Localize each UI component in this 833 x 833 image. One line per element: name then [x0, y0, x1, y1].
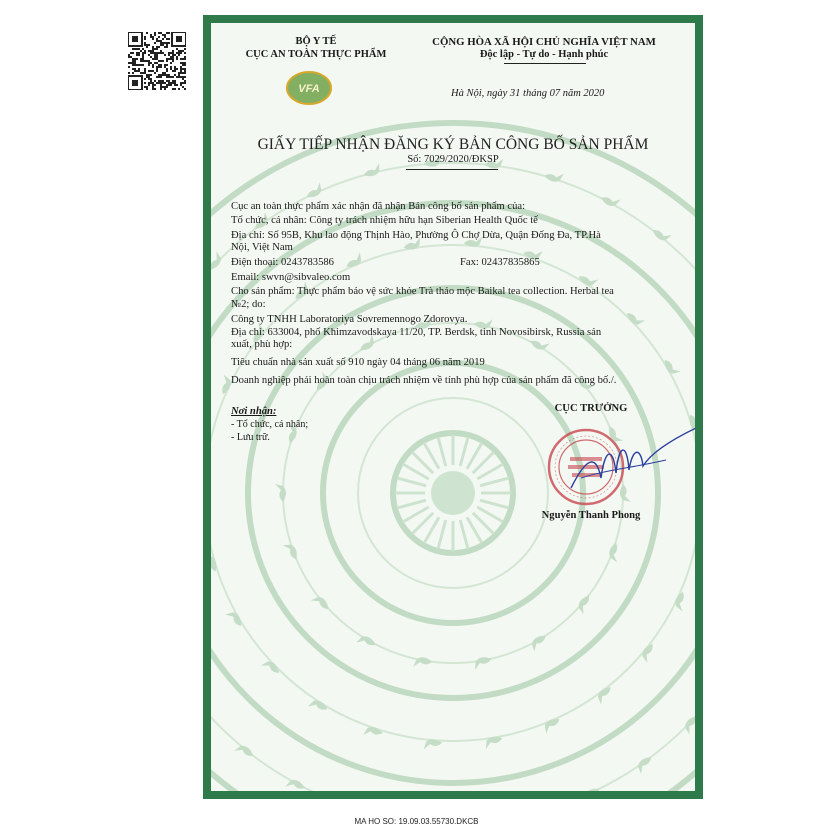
- qr-code: [128, 32, 186, 90]
- body-line-fax: Fax: 02437835865: [460, 257, 540, 268]
- national-motto: Độc lập - Tự do - Hạnh phúc: [479, 49, 609, 60]
- recipient-item-2: - Lưu trữ.: [231, 432, 270, 443]
- body-line-manufacturer-address: Địa chỉ: 633004, phố Khimzavodskaya 11/20, TP. Berdsk, tỉnh Novosibirsk, Russia sản: [231, 327, 602, 338]
- recipient-item-1: - Tổ chức, cá nhân;: [231, 419, 309, 430]
- body-line-responsibility: Doanh nghiệp phải hoàn toàn chịu trách nhiệm về tính phù hợp của sản phẩm đã công bố./.: [231, 375, 617, 386]
- motto-underline: [504, 63, 586, 64]
- recipients-heading: Nơi nhận:: [231, 406, 277, 417]
- department-name: CỤC AN TOÀN THỰC PHẨM: [245, 49, 387, 60]
- handwritten-signature: [561, 418, 695, 508]
- signer-title: CỤC TRƯỞNG: [554, 403, 628, 414]
- title-underline: [406, 169, 498, 170]
- vfa-logo-text: VFA: [298, 83, 320, 95]
- signer-name: Nguyễn Thanh Phong: [541, 510, 641, 521]
- body-line-intro: Cục an toàn thực phẩm xác nhận đã nhận Bản công bố sản phẩm của:: [231, 201, 526, 212]
- body-line-manufacturer: Công ty TNHH Laboratoriya Sovremennogo Zdorovya.: [231, 314, 468, 325]
- body-line-standard: Tiêu chuẩn nhà sản xuất số 910 ngày 04 tháng 06 năm 2019: [231, 357, 485, 368]
- document-title: GIẤY TIẾP NHẬN ĐĂNG KÝ BẢN CÔNG BỐ SẢN PHẨM: [257, 136, 649, 153]
- body-line-manufacturer-address-cont: xuất, phù hợp:: [231, 339, 293, 350]
- body-line-address-cont: Nội, Việt Nam: [231, 242, 293, 253]
- vfa-logo: [279, 70, 339, 106]
- ministry-name: BỘ Y TẾ: [295, 36, 337, 47]
- certificate-paper: [211, 23, 695, 791]
- certificate-frame: [203, 15, 703, 799]
- body-line-product: Cho sản phẩm: Thực phẩm bảo vệ sức khỏe Trà thảo mộc Baikal tea collection. Herbal tea: [231, 286, 614, 297]
- dossier-code: MA HO SO: 19.09.03.55730.DKCB: [354, 817, 479, 826]
- republic-name: CỘNG HÒA XÃ HỘI CHỦ NGHĨA VIỆT NAM: [432, 36, 656, 48]
- body-line-address: Địa chỉ: Số 95B, Khu lao động Thịnh Hào, Phường Ô Chợ Dừa, Quận Đống Đa, TP.Hà: [231, 230, 601, 241]
- document-number: Số: 7029/2020/ĐKSP: [407, 154, 499, 165]
- place-date: Hà Nội, ngày 31 tháng 07 năm 2020: [451, 88, 605, 99]
- body-line-product-cont: №2; do:: [231, 299, 266, 310]
- body-line-phone: Điện thoại: 0243783586: [231, 257, 334, 268]
- body-line-organization: Tổ chức, cá nhân: Công ty trách nhiệm hữu hạn Siberian Health Quốc tế: [231, 215, 538, 226]
- body-line-email: Email: swvn@sibvaleo.com: [231, 272, 351, 283]
